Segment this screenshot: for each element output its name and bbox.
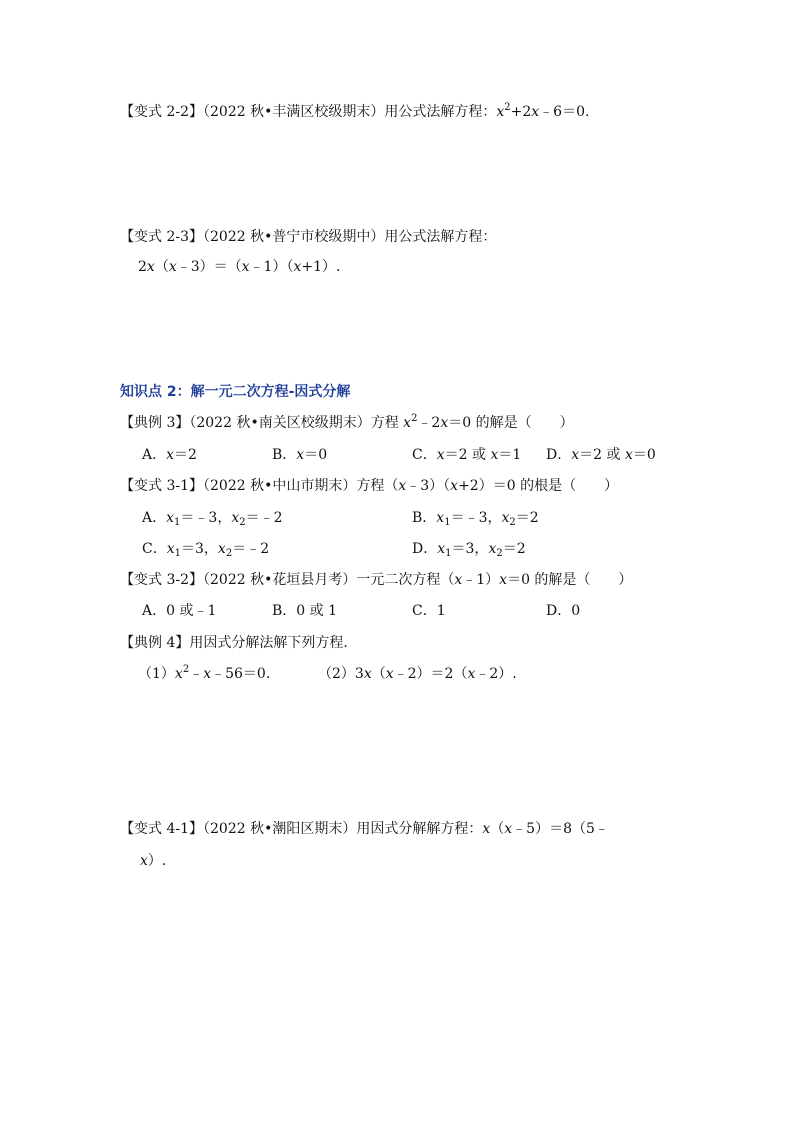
problem-variant-3-1 xyxy=(120,476,618,496)
math-text: ＝﹣3， xyxy=(450,510,502,526)
math-text: ＝﹣2 xyxy=(232,541,270,557)
problem-source: （2022 秋•普宁市校级期中） xyxy=(203,229,385,245)
problem-text: ＝0 的解是（ ） xyxy=(448,415,574,431)
problem-text: 一元二次方程（ xyxy=(356,572,455,588)
math-sub: 1 xyxy=(174,517,181,528)
option-c: C．1 xyxy=(412,603,446,619)
math-var: x xyxy=(482,821,491,837)
problem-variant-3-2 xyxy=(120,570,632,590)
math-var: x xyxy=(624,447,633,463)
math-var: x xyxy=(140,853,148,869)
option-b xyxy=(272,445,327,465)
math-sub: 2 xyxy=(239,517,246,528)
math-text: ＝2 xyxy=(174,447,197,463)
math-text: ﹣6＝0. xyxy=(539,104,590,120)
option-prefix: B． xyxy=(272,447,297,463)
problem-text: 用因式分解解方程： xyxy=(356,821,483,837)
math-text: ﹣3）＝（ xyxy=(176,259,242,275)
math-var: x xyxy=(467,666,476,682)
math-var: x xyxy=(437,541,446,557)
math-var: x xyxy=(436,447,445,463)
problem-text: 用因式分解法解下列方程. xyxy=(189,635,348,651)
math-var: x xyxy=(440,415,449,431)
problem-variant-2-3 xyxy=(120,227,496,247)
math-text: ）. xyxy=(147,853,167,869)
problem-source: （2022 秋•潮阳区期末） xyxy=(203,821,357,837)
option-d xyxy=(546,445,656,465)
math-text: ﹣3）（ xyxy=(406,478,451,494)
math-var: x xyxy=(296,447,305,463)
math-var: x xyxy=(501,510,510,526)
math-text: ﹣2）＝2（ xyxy=(393,666,468,682)
option-prefix: C． xyxy=(412,447,437,463)
math-text: ﹣2）. xyxy=(475,666,517,682)
math-text: +2 xyxy=(510,104,532,120)
math-var: x xyxy=(241,259,250,275)
option-d: D．0 xyxy=(546,603,581,619)
problem-text: 方程 xyxy=(370,415,404,431)
math-text: +1）. xyxy=(301,259,341,275)
math-text: ＝0 xyxy=(632,447,656,463)
option-prefix: B． xyxy=(412,510,437,526)
problem-label: 【典例 4】 xyxy=(120,635,190,651)
option-d xyxy=(412,539,526,559)
math-var: x xyxy=(499,572,508,588)
problem-label: 【典例 3】 xyxy=(120,415,190,431)
problem-label: 【变式 3-2】 xyxy=(120,572,203,588)
math-var: x xyxy=(385,666,394,682)
math-var: x xyxy=(450,478,459,494)
math-var: x xyxy=(490,447,499,463)
option-prefix: A． xyxy=(142,510,167,526)
math-var: x xyxy=(217,541,226,557)
math-var: x xyxy=(531,104,540,120)
math-text: 2 xyxy=(138,259,147,275)
problem-source: （2022 秋•丰满区校级期末） xyxy=(203,104,385,120)
problem-example-3 xyxy=(120,413,574,433)
math-text: ＝﹣3， xyxy=(180,510,232,526)
problem-label: 【变式 2-3】 xyxy=(120,229,203,245)
problem-label: 【变式 4-1】 xyxy=(120,821,203,837)
math-var: x xyxy=(363,666,372,682)
math-var: x xyxy=(488,541,497,557)
math-var: x xyxy=(454,572,463,588)
math-text: ﹣1）（ xyxy=(249,259,294,275)
problem-example-4 xyxy=(120,633,348,653)
math-var: x xyxy=(436,510,445,526)
option-b: B．0 或 1 xyxy=(272,603,338,619)
math-text: （ xyxy=(371,666,386,682)
math-text: （ xyxy=(490,821,505,837)
math-sub: 2 xyxy=(496,548,503,559)
math-text: （2）3 xyxy=(318,666,364,682)
math-text: ＝2 xyxy=(502,541,526,557)
math-exp: 2 xyxy=(182,664,190,675)
math-text: ＝2 或 xyxy=(579,447,625,463)
problem-variant-4-1 xyxy=(120,819,609,839)
problem-variant-2-2 xyxy=(120,102,589,122)
math-sub: 1 xyxy=(445,548,452,559)
problem-text: 方程（ xyxy=(356,478,399,494)
option-a xyxy=(142,445,197,465)
math-text: ﹣2 xyxy=(417,415,441,431)
math-var: x xyxy=(403,415,412,431)
option-prefix: A． xyxy=(142,447,167,463)
option-a: A．0 或﹣1 xyxy=(142,603,217,619)
section-heading: 知识点 2：解一元二次方程-因式分解 xyxy=(120,384,351,400)
math-text: （1） xyxy=(138,666,175,682)
math-text: ＝3， xyxy=(451,541,489,557)
math-var: x xyxy=(496,104,505,120)
option-c xyxy=(412,445,521,465)
problem-equation xyxy=(138,257,340,277)
math-var: x xyxy=(504,821,513,837)
option-prefix: C． xyxy=(142,541,167,557)
math-var: x xyxy=(166,541,175,557)
problem-continuation xyxy=(140,851,166,871)
math-sub: 1 xyxy=(174,548,181,559)
problem-text: ＝0 的解是（ ） xyxy=(507,572,633,588)
math-text: ＝0 xyxy=(304,447,328,463)
math-text: （ xyxy=(154,259,169,275)
math-text: ＝﹣2 xyxy=(245,510,283,526)
math-text: ＝1 xyxy=(498,447,522,463)
option-a xyxy=(142,508,283,528)
math-exp: 2 xyxy=(504,102,511,113)
math-var: x xyxy=(571,447,580,463)
problem-label: 【变式 2-2】 xyxy=(120,104,203,120)
math-var: x xyxy=(146,259,155,275)
math-text: ﹣1） xyxy=(462,572,500,588)
option-prefix: D． xyxy=(412,541,438,557)
math-text: ＝3， xyxy=(181,541,218,557)
problem-text: 用公式法解方程： xyxy=(384,229,497,245)
option-c xyxy=(142,539,269,559)
math-var: x xyxy=(168,259,177,275)
subproblem-1 xyxy=(138,664,270,684)
problem-source: （2022 秋•中山市期末） xyxy=(203,478,357,494)
problem-text: 用公式法解方程： xyxy=(384,104,497,120)
math-var: x xyxy=(203,666,212,682)
problem-source: （2022 秋•花垣县月考） xyxy=(203,572,357,588)
math-text: ﹣56＝0. xyxy=(211,666,271,682)
option-prefix: D． xyxy=(546,447,572,463)
problem-source: （2022 秋•南关区校级期末） xyxy=(189,415,371,431)
math-var: x xyxy=(166,447,175,463)
math-text: ﹣5）＝8（5﹣ xyxy=(512,821,609,837)
math-text: ＝2 xyxy=(515,510,539,526)
math-sub: 1 xyxy=(444,517,451,528)
subproblem-2 xyxy=(318,664,517,684)
math-var: x xyxy=(293,259,302,275)
math-var: x xyxy=(231,510,240,526)
math-text: ＝2 或 xyxy=(444,447,491,463)
math-exp: 2 xyxy=(411,413,418,424)
math-sub: 2 xyxy=(509,517,516,528)
math-text: ﹣ xyxy=(189,666,204,682)
math-var: x xyxy=(166,510,175,526)
option-b xyxy=(412,508,539,528)
problem-label: 【变式 3-1】 xyxy=(120,478,203,494)
math-sub: 2 xyxy=(225,548,233,559)
problem-text: +2）＝0 的根是（ ） xyxy=(458,478,619,494)
math-var: x xyxy=(398,478,407,494)
math-var: x xyxy=(174,666,183,682)
